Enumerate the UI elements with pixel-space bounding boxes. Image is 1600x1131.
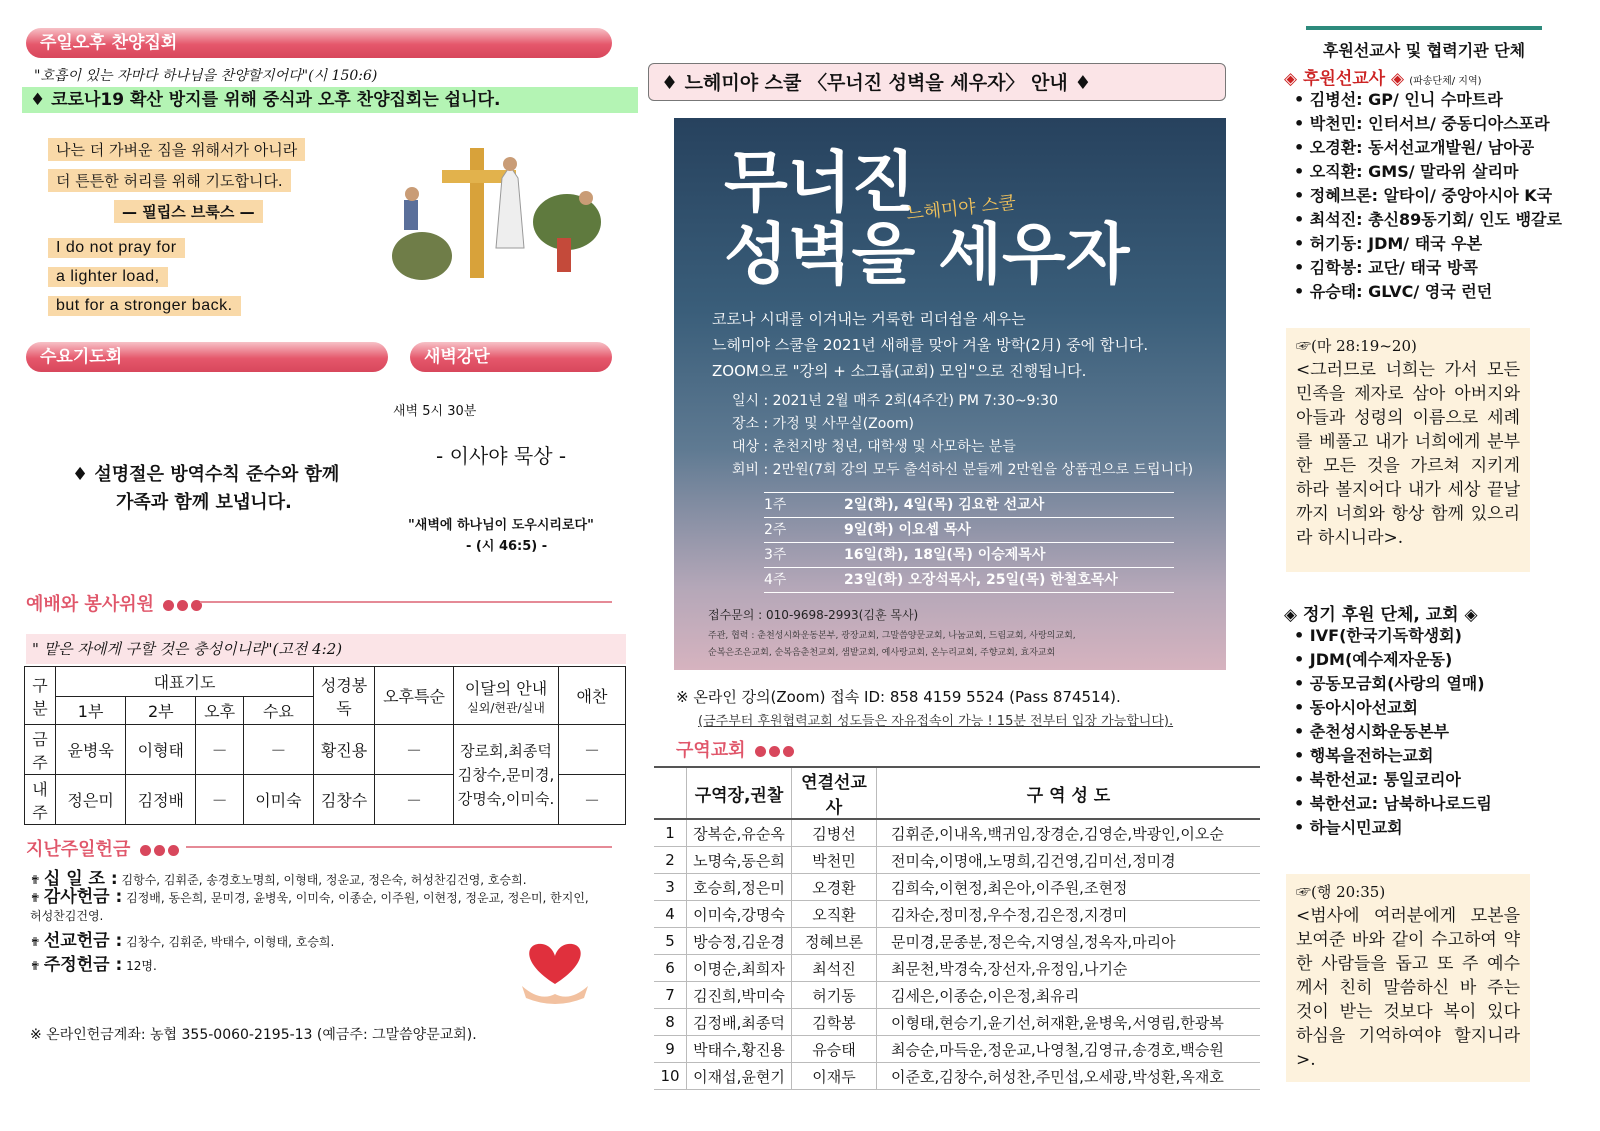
cell-missionary: 최석진 bbox=[792, 955, 877, 982]
cell-special: － bbox=[375, 725, 454, 775]
cell-leader: 이명순,최희자 bbox=[687, 955, 792, 982]
district-section-title bbox=[676, 736, 794, 762]
cell-missionary: 박천민 bbox=[792, 847, 877, 874]
cell-pm: － bbox=[196, 775, 243, 825]
th-2: 2부 bbox=[126, 697, 196, 725]
week-label: 4주 bbox=[764, 572, 787, 588]
list-item: • 행복을전하는교회 bbox=[1294, 744, 1492, 768]
missionary-sub: (파송단체/ 지역) bbox=[1409, 76, 1482, 87]
row-label: 금주 bbox=[25, 725, 56, 775]
list-item: • 북한선교: 남북하나로드림 bbox=[1294, 792, 1492, 816]
th-pm: 오후 bbox=[196, 697, 243, 725]
dot-icon bbox=[755, 746, 766, 757]
th-members: 구 역 성 도 bbox=[877, 767, 1261, 819]
cell-leader: 노명숙,동은희 bbox=[687, 847, 792, 874]
prayer-kr-2: 더 튼튼한 허리를 위해 기도합니다. bbox=[48, 169, 291, 192]
prayer-en-3: but for a stronger back. bbox=[48, 296, 241, 316]
offering-row: ✟ 감사헌금 : 김정배, 동은희, 문미경, 윤병욱, 이미숙, 이종순, 이주원, 이현정, 정운교, 정은미, 한지인, 허성찬김건영. bbox=[30, 887, 589, 923]
verse1-ref: ☞(마 28:19~20) bbox=[1296, 337, 1417, 355]
list-item: • 박천민: 인터서브/ 중동디아스포라 bbox=[1294, 112, 1562, 136]
table-row bbox=[654, 1036, 1260, 1063]
offering-label: 주정헌금 : bbox=[43, 955, 123, 975]
table-row bbox=[654, 928, 1260, 955]
row-label: 내주 bbox=[25, 775, 56, 825]
verse1-text: <그러므로 너희는 가서 모든 민족을 제자로 삼아 아버지와 아들과 성령의 이름으로 세례를 베풀고 내가 너희에게 분부한 모든 것을 가르쳐 지키게 하라 볼지어다 내가 세상 끝날까지 너희와 항상 함께 있으리라 하시니라>. bbox=[1296, 360, 1520, 548]
list-item: • 하늘시민교회 bbox=[1294, 816, 1492, 840]
cell-leader: 장복순,유순옥 bbox=[687, 819, 792, 847]
week-detail: 16일(화), 18일(목) 이승제목사 bbox=[844, 547, 1046, 563]
offering-label: 선교헌금 : bbox=[43, 931, 123, 951]
wed-prayer-title: 수요기도회 bbox=[26, 342, 388, 372]
list-item: • 최석진: 총신89동기회/ 인도 뱅갈로 bbox=[1294, 208, 1562, 232]
poster-sponsors-2: 순복은조은교회, 순복음춘천교회, 샘밭교회, 예사랑교회, 온누리교회, 주향교회, 효자교회 bbox=[708, 648, 1056, 658]
table-row bbox=[654, 1009, 1260, 1036]
poster-desc-2: 느헤미야 스쿨을 2021년 새해를 맞아 겨울 방학(2月) 중에 합니다. bbox=[712, 336, 1149, 354]
table-row bbox=[654, 955, 1260, 982]
cell-num: 7 bbox=[654, 982, 687, 1009]
list-item: • 유승태: GLVC/ 영국 런던 bbox=[1294, 280, 1562, 304]
offering-names: 김정배, 동은희, 문미경, 윤병욱, 이미숙, 이종순, 이주원, 이현정, 정운교, 정은미, 한지인, 허성찬김건영. bbox=[30, 891, 589, 923]
list-item: • 북한선교: 통일코리아 bbox=[1294, 768, 1492, 792]
prayer-author: — 필립스 브룩스 — bbox=[114, 200, 263, 223]
offering-names: 12명. bbox=[126, 959, 157, 973]
offering-row: ✟ 십 일 조 : 김항수, 김휘준, 송경호노명희, 이형태, 정운교, 정은숙, 허성찬김건영, 호승희. bbox=[30, 869, 527, 889]
district-table bbox=[654, 766, 1260, 1090]
table-row bbox=[654, 982, 1260, 1009]
list-item: • 김학봉: 교단/ 태국 방콕 bbox=[1294, 256, 1562, 280]
cell-num: 10 bbox=[654, 1063, 687, 1090]
table-row bbox=[654, 874, 1260, 901]
poster-desc-3: ZOOM으로 "강의 + 소그룹(교회) 모임"으로 진행됩니다. bbox=[712, 362, 1087, 380]
right-title: 후원선교사 및 협력기관 단체 bbox=[1306, 26, 1542, 61]
table-row bbox=[654, 901, 1260, 928]
service-title: 예배와 봉사위원 bbox=[26, 594, 154, 615]
poster-title-1: 무너진 bbox=[724, 144, 916, 221]
cell-members: 이형태,현승기,윤기선,허재환,윤병욱,서영림,한광복 bbox=[877, 1009, 1261, 1036]
verse-box-1 bbox=[1286, 328, 1530, 572]
cell-num: 8 bbox=[654, 1009, 687, 1036]
cross-illustration bbox=[382, 138, 622, 288]
dot-icon bbox=[140, 845, 151, 856]
dot-icon bbox=[154, 845, 165, 856]
cell-members: 최승순,마득운,정운교,나영철,김영규,송경호,백승원 bbox=[877, 1036, 1261, 1063]
covid-notice: ♦ 코로나19 확산 방지를 위해 중식과 오후 찬양집회는 쉽니다. bbox=[22, 87, 638, 113]
th-leader: 구역장,권찰 bbox=[687, 767, 792, 819]
cell-num: 1 bbox=[654, 819, 687, 847]
week-detail: 2일(화), 4일(목) 김요한 선교사 bbox=[844, 497, 1045, 513]
cell-leader: 박태수,황진용 bbox=[687, 1036, 792, 1063]
prayer-kr-1: 나는 더 가벼운 짐을 위해서가 아니라 bbox=[48, 138, 305, 161]
offering-section-title bbox=[26, 835, 179, 861]
th-blank bbox=[654, 767, 687, 819]
heart-hands-icon bbox=[510, 940, 600, 1004]
holiday-line-2: 가족과 함께 보냅니다. bbox=[116, 492, 292, 513]
cell-members: 김휘준,이내옥,백귀임,장경순,김영순,박광인,이오순 bbox=[877, 819, 1261, 847]
online-account: ※ 온라인헌금계좌: 농협 355-0060-2195-13 (예금주: 그말씀양문교회). bbox=[30, 1027, 477, 1043]
offering-names: 김항수, 김휘준, 송경호노명희, 이형태, 정운교, 정은숙, 허성찬김건영, 호승희. bbox=[121, 873, 527, 887]
cell-choir: － bbox=[559, 725, 626, 775]
poster-desc-1: 코로나 시대를 이겨내는 거룩한 리더쉽을 세우는 bbox=[712, 310, 1026, 328]
sunday-title: 주일오후 찬양집회 bbox=[26, 28, 612, 58]
cell-missionary: 이재두 bbox=[792, 1063, 877, 1090]
dawn-title: 새벽강단 bbox=[410, 342, 612, 372]
cell-members: 전미숙,이명애,노명희,김건영,김미선,정미경 bbox=[877, 847, 1261, 874]
verse-box-2 bbox=[1286, 874, 1530, 1082]
offering-label: 감사헌금 : bbox=[43, 887, 123, 907]
poster-sponsors-1: 주관, 협력 : 춘천성시화운동본부, 광장교회, 그말씀양문교회, 나눔교회, 드림교회, 사랑의교회, bbox=[708, 631, 1076, 641]
dawn-quote: "새벽에 하나님이 도우시리로다" bbox=[408, 518, 594, 533]
cell-leader: 김진희,박미숙 bbox=[687, 982, 792, 1009]
cell-num: 9 bbox=[654, 1036, 687, 1063]
th-1: 1부 bbox=[56, 697, 126, 725]
week-detail: 9일(화) 이요셉 목사 bbox=[844, 522, 971, 538]
missionary-list bbox=[1294, 88, 1562, 304]
list-item: • 공동모금회(사랑의 열매) bbox=[1294, 672, 1492, 696]
week-label: 1주 bbox=[764, 497, 787, 513]
cell-num: 3 bbox=[654, 874, 687, 901]
table-row bbox=[654, 1063, 1260, 1090]
th-pm-special: 오후특순 bbox=[375, 667, 454, 725]
zoom-note: ※ 온라인 강의(Zoom) 접속 ID: 858 4159 5524 (Pass 874514). bbox=[676, 688, 1121, 706]
cell-missionary: 유승태 bbox=[792, 1036, 877, 1063]
th-bible: 성경봉독 bbox=[314, 667, 375, 725]
prayer-block bbox=[48, 138, 305, 316]
cell-num: 2 bbox=[654, 847, 687, 874]
cell-num: 6 bbox=[654, 955, 687, 982]
cell-leader: 방승정,김운경 bbox=[687, 928, 792, 955]
cell-p1: 윤병욱 bbox=[56, 725, 126, 775]
th-month-sub: 실외/현관/실내 bbox=[467, 700, 545, 715]
poster-weeks bbox=[764, 492, 1174, 593]
nehemiah-header: ♦ 느헤미야 스쿨 〈무너진 성벽을 세우자〉 안내 ♦ bbox=[648, 63, 1226, 101]
cell-members: 김차순,정미정,우수정,김은정,지경미 bbox=[877, 901, 1261, 928]
list-item: • 정혜브론: 알타이/ 중앙아시아 K국 bbox=[1294, 184, 1562, 208]
table-row bbox=[654, 847, 1260, 874]
dawn-topic: - 이사야 묵상 - bbox=[436, 444, 567, 468]
offering-title: 지난주일헌금 bbox=[26, 839, 131, 860]
offering-label: 십 일 조 : bbox=[43, 869, 118, 889]
list-item: • 오경환: 동서선교개발원/ 남아공 bbox=[1294, 136, 1562, 160]
cell-leader: 김정배,최종덕 bbox=[687, 1009, 792, 1036]
cell-members: 문미경,문종분,정은숙,지영실,정옥자,마리아 bbox=[877, 928, 1261, 955]
poster-info-item: 일시 : 2021년 2월 매주 2회(4주간) PM 7:30~9:30 bbox=[732, 393, 1058, 409]
week-detail: 23일(화) 오장석목사, 25일(목) 한철호목사 bbox=[844, 572, 1118, 588]
th-month-label: 이달의 안내 bbox=[464, 678, 548, 698]
cell-leader: 호승희,정은미 bbox=[687, 874, 792, 901]
poster-sponsors bbox=[708, 628, 1076, 662]
prayer-en-2: a lighter load, bbox=[48, 267, 168, 287]
org-list bbox=[1294, 624, 1492, 840]
dawn-time: 새벽 5시 30분 bbox=[393, 404, 477, 419]
poster-desc bbox=[712, 306, 1148, 384]
list-item: • 동아시아선교회 bbox=[1294, 696, 1492, 720]
cell-bible: 김창수 bbox=[314, 775, 375, 825]
prayer-en-1: I do not pray for bbox=[48, 238, 185, 258]
th-missionary: 연결선교사 bbox=[792, 767, 877, 819]
cell-missionary: 김병선 bbox=[792, 819, 877, 847]
cell-leader: 이미숙,강명숙 bbox=[687, 901, 792, 928]
cell-p2: 김정배 bbox=[126, 775, 196, 825]
cell-members: 최문천,박경숙,장선자,유정임,나기순 bbox=[877, 955, 1261, 982]
dawn-ref: - (시 46:5) - bbox=[466, 539, 548, 554]
table-row bbox=[654, 819, 1260, 847]
offering-row: ✟ 선교헌금 : 김창수, 김휘준, 박태수, 이형태, 호승희. bbox=[30, 931, 335, 951]
service-quote: " 맡은 자에게 구할 것은 충성이니라"(고전 4:2) bbox=[26, 634, 626, 664]
cell-choir: － bbox=[559, 775, 626, 825]
divider bbox=[200, 601, 612, 603]
missionary-head: ◈ 후원선교사 ◈ bbox=[1284, 69, 1405, 89]
th-choir: 애찬 bbox=[559, 667, 626, 725]
service-table bbox=[24, 666, 626, 825]
cell-special: － bbox=[375, 775, 454, 825]
service-section-title bbox=[26, 590, 202, 616]
org-head: ◈ 정기 후원 단체, 교회 ◈ bbox=[1284, 605, 1478, 625]
cell-missionary: 허기동 bbox=[792, 982, 877, 1009]
verse2-text: <범사에 여러분에게 모본을 보여준 바와 같이 수고하여 약한 사람들을 돕고 또 주 예수께서 친히 말씀하신 바 주는 것이 받는 것보다 복이 있다 하심을 기억하여야 할지니라>. bbox=[1296, 906, 1520, 1070]
cell-month-guide: 장로회,최종덕 김창수,문미경, 강명숙,이미숙. bbox=[454, 725, 559, 825]
list-item: • JDM(예수제자운동) bbox=[1294, 648, 1492, 672]
district-title: 구역교회 bbox=[676, 740, 746, 761]
poster-subtitle: 느헤미야 스쿨 bbox=[905, 192, 1018, 225]
cell-members: 이준호,김창수,허성찬,주민섭,오세광,박성환,옥재호 bbox=[877, 1063, 1261, 1090]
cell-num: 4 bbox=[654, 901, 687, 928]
dot-icon bbox=[168, 845, 179, 856]
zoom-sub: (금주부터 후원협력교회 성도들은 자유접속이 가능 ! 15분 전부터 입장 가능합니다). bbox=[698, 714, 1174, 729]
cell-p2: 이형태 bbox=[126, 725, 196, 775]
holiday-line-1: ♦ 설명절은 방역수칙 준수와 함께 bbox=[72, 464, 340, 485]
cell-missionary: 오경환 bbox=[792, 874, 877, 901]
missionary-head-row bbox=[1284, 64, 1482, 89]
list-item: • 춘천성시화운동본부 bbox=[1294, 720, 1492, 744]
th-month-guide bbox=[454, 667, 559, 725]
cell-wed: － bbox=[243, 725, 313, 775]
divider bbox=[186, 846, 612, 848]
cell-missionary: 김학봉 bbox=[792, 1009, 877, 1036]
cell-bible: 황진용 bbox=[314, 725, 375, 775]
dot-icon bbox=[177, 600, 188, 611]
list-item: • 김병선: GP/ 인니 수마트라 bbox=[1294, 88, 1562, 112]
cell-wed: 이미숙 bbox=[243, 775, 313, 825]
th-wed: 수요 bbox=[243, 697, 313, 725]
list-item: • 오직환: GMS/ 말라위 살리마 bbox=[1294, 160, 1562, 184]
offering-names: 김창수, 김휘준, 박태수, 이형태, 호승희. bbox=[126, 935, 335, 949]
poster-contact: 접수문의 : 010-9698-2993(김훈 목사) bbox=[708, 608, 919, 622]
cell-num: 5 bbox=[654, 928, 687, 955]
dot-icon bbox=[783, 746, 794, 757]
poster-title-2: 성벽을 세우자 bbox=[724, 216, 1130, 293]
list-item: • IVF(한국기독학생회) bbox=[1294, 624, 1492, 648]
poster-info-item: 회비 : 2만원(7회 강의 모두 출석하신 분들께 2만원을 상품권으로 드립니다) bbox=[732, 462, 1194, 478]
cell-leader: 이재섭,윤현기 bbox=[687, 1063, 792, 1090]
poster bbox=[674, 118, 1226, 670]
th-prayer: 대표기도 bbox=[56, 667, 314, 697]
cell-missionary: 오직환 bbox=[792, 901, 877, 928]
week-label: 2주 bbox=[764, 522, 787, 538]
verse2-ref: ☞(행 20:35) bbox=[1296, 883, 1386, 901]
cell-members: 김세은,이종순,이은정,최유리 bbox=[877, 982, 1261, 1009]
week-label: 3주 bbox=[764, 547, 787, 563]
list-item: • 허기동: JDM/ 태국 우본 bbox=[1294, 232, 1562, 256]
offering-row: ✟ 주정헌금 : 12명. bbox=[30, 955, 157, 975]
dot-icon bbox=[163, 600, 174, 611]
poster-info-item: 장소 : 가정 및 사무실(Zoom) bbox=[732, 416, 914, 432]
sunday-quote: "호흡이 있는 자마다 하나님을 찬양할지어다"(시 150:6) bbox=[34, 68, 378, 84]
th-gubun: 구분 bbox=[25, 667, 56, 725]
cell-p1: 정은미 bbox=[56, 775, 126, 825]
cell-members: 김희숙,이현정,최은아,이주원,조현정 bbox=[877, 874, 1261, 901]
poster-info bbox=[732, 390, 1193, 482]
dot-icon bbox=[769, 746, 780, 757]
cell-missionary: 정혜브론 bbox=[792, 928, 877, 955]
poster-info-item: 대상 : 춘천지방 청년, 대학생 및 사모하는 분들 bbox=[732, 439, 1016, 455]
cell-pm: － bbox=[196, 725, 243, 775]
